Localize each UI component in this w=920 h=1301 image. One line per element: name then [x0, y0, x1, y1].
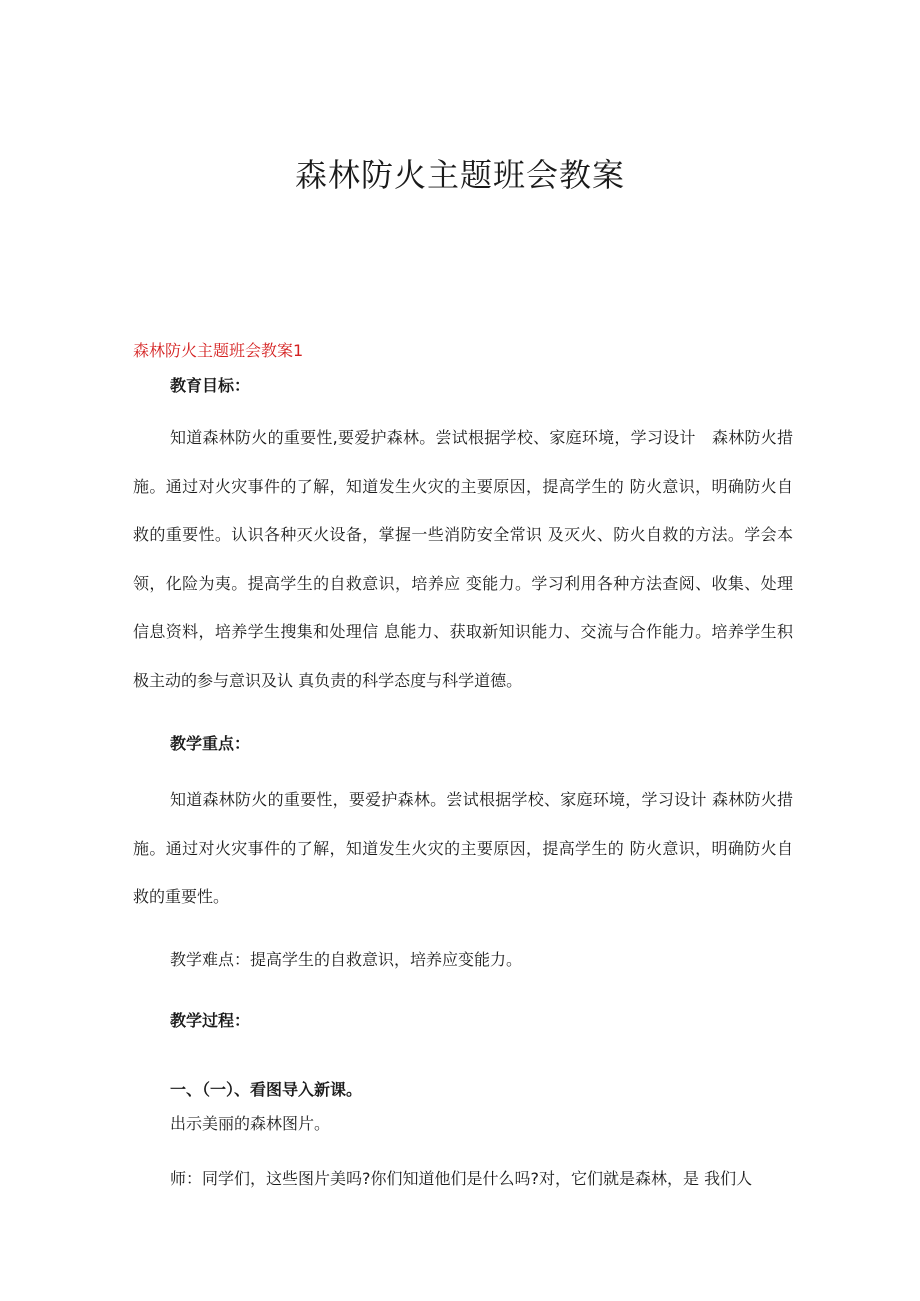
step-one-line: 出示美丽的森林图片。	[170, 1114, 331, 1133]
difficulty-line: 教学难点：提高学生的自救意识，培养应变能力。	[170, 950, 523, 969]
goals-label: 教育目标：	[170, 376, 251, 395]
key-points-paragraph: 知道森林防火的重要性，要爱护森林。尝试根据学校、家庭环境，学习设计 森林防火措施。通过对火灾事件的了解，知道发生火灾的主要原因，提高学生的 防火意识，明确防火自救的重要性。	[133, 790, 793, 906]
key-points-label: 教学重点：	[170, 734, 251, 753]
process-label: 教学过程：	[170, 1011, 251, 1030]
step-one-heading: 一、（一）、看图导入新课。	[170, 1080, 363, 1099]
page-title: 森林防火主题班会教案	[294, 156, 625, 194]
goals-paragraph: 知道森林防火的重要性,要爱护森林。尝试根据学校、家庭环境，学习设计 森林防火措施。通过对火灾事件的了解，知道发生火灾的主要原因，提高学生的 防火意识，明确防火自救的重要性。认识各种灭火设备，掌握一些消防安全常识 及灭火、防火自救的方法。学会本领，化险为夷。提高学生的自救意识，培养应 变能力。学习利用各种方法查阅、收集、处理信息资料，培养学生搜集和处理信 息能力、获取新知识能力、交流与合作能力。培养学生积极主动的参与意识及认 真负责的科学态度与科学道德。	[133, 428, 793, 690]
section-heading: 森林防火主题班会教案1	[133, 341, 304, 360]
teacher-line: 师：同学们，这些图片美吗?你们知道他们是什么吗?对，它们就是森林，是 我们人	[170, 1169, 753, 1188]
